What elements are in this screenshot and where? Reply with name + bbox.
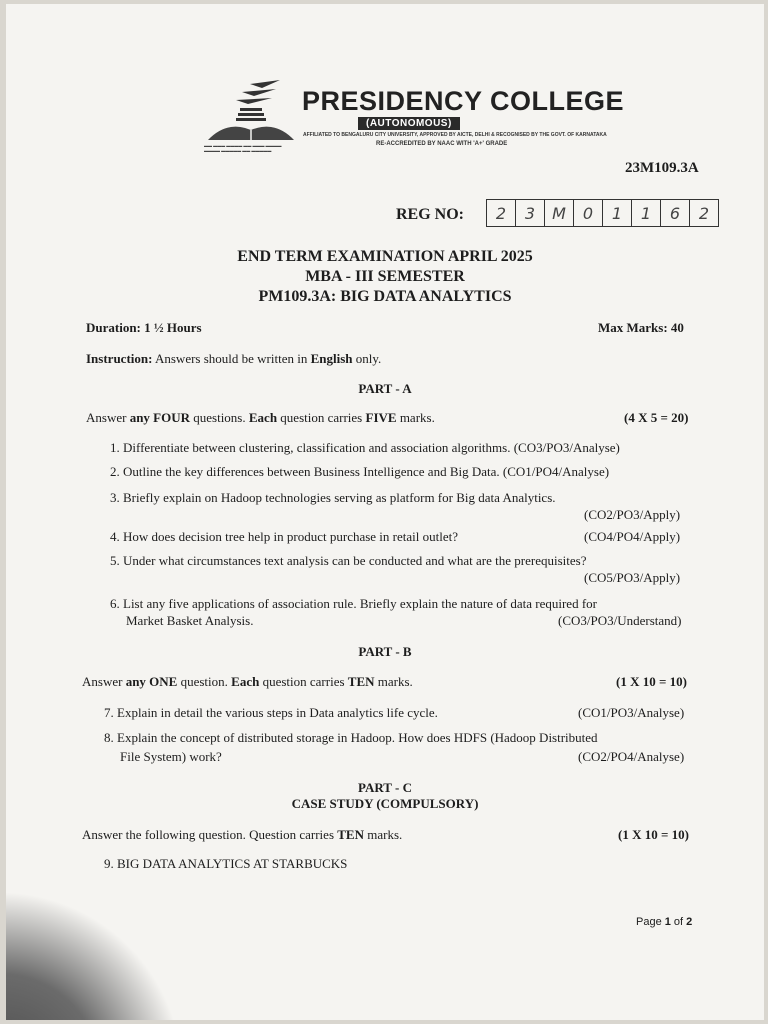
- duration: Duration: 1 ½ Hours: [86, 320, 202, 335]
- reg-no-char: 3: [516, 200, 545, 226]
- paper-code: 23M109.3A: [625, 160, 699, 176]
- part-c-subtitle: CASE STUDY (COMPULSORY): [291, 796, 479, 811]
- reg-no-char: 2: [487, 200, 516, 226]
- college-logo-icon: [202, 80, 300, 150]
- question-2: 2. Outline the key differences between Business Intelligence and Big Data. (CO1/PO4/Analyse): [110, 464, 610, 479]
- part-c-instruction: Answer the following question. Question carries TEN marks.: [82, 827, 403, 842]
- exam-semester: MBA - III SEMESTER: [305, 268, 465, 285]
- reg-no-boxes: [486, 199, 719, 227]
- college-name: PRESIDENCY COLLEGE: [302, 86, 625, 116]
- reg-no-char: 6: [661, 200, 690, 226]
- instruction-label: Instruction:: [86, 351, 153, 366]
- part-c-title: PART - C: [358, 780, 412, 795]
- part-c-marks: (1 X 10 = 10): [618, 827, 689, 842]
- reg-no-char: 0: [574, 200, 603, 226]
- max-marks: Max Marks: 40: [598, 320, 684, 335]
- question-9: 9. BIG DATA ANALYTICS AT STARBUCKS: [104, 856, 348, 871]
- reg-no-label: REG NO:: [396, 206, 464, 223]
- exam-course: PM109.3A: BIG DATA ANALYTICS: [258, 288, 512, 305]
- part-a-instruction: Answer any FOUR questions. Each question carries FIVE marks.: [86, 410, 435, 425]
- question-7: 7. Explain in detail the various steps in Data analytics life cycle.: [104, 705, 438, 720]
- reg-no-char: M: [545, 200, 574, 226]
- part-b-marks: (1 X 10 = 10): [616, 674, 687, 689]
- instruction: Instruction: Answers should be written in English only.: [86, 351, 382, 366]
- question-6-tag: (CO3/PO3/Understand): [558, 613, 682, 628]
- question-7-tag: (CO1/PO3/Analyse): [578, 705, 685, 720]
- question-5-tag: (CO5/PO3/Apply): [584, 570, 681, 585]
- autonomous-badge: (AUTONOMOUS): [358, 117, 460, 130]
- question-3: 3. Briefly explain on Hadoop technologies serving as platform for Big data Analytics.: [110, 490, 556, 505]
- page-number: Page 1 of 2: [636, 916, 693, 928]
- accreditation-text: RE-ACCREDITED BY NAAC WITH 'A+' GRADE: [376, 141, 508, 147]
- question-4: 4. How does decision tree help in product purchase in retail outlet?: [110, 529, 459, 544]
- question-4-tag: (CO4/PO4/Apply): [584, 529, 681, 544]
- reg-no-char: 2: [698, 203, 710, 223]
- reg-no-char: 1: [603, 200, 632, 226]
- part-b-instruction: Answer any ONE question. Each question carries TEN marks.: [82, 674, 413, 689]
- exam-paper-page: [6, 4, 764, 1020]
- part-a-marks: (4 X 5 = 20): [624, 410, 689, 425]
- question-8-tag: (CO2/PO4/Analyse): [578, 749, 685, 764]
- affiliation-text: AFFILIATED TO BENGALURU CITY UNIVERSITY, APPROVED BY AICTE, DELHI & RECOGNISED BY THE GOVT. OF KARNATAKA: [303, 132, 607, 138]
- logo-caption: ▬▬ ▬▬▬ ▬▬▬▬ ▬▬ ▬▬▬ ▬▬▬▬ ▬▬▬▬ ▬▬▬▬▬ ▬▬ ▬▬▬▬▬: [204, 143, 282, 153]
- question-6-line2: Market Basket Analysis.: [126, 613, 254, 628]
- reg-no-char: 1: [632, 200, 661, 226]
- question-1: 1. Differentiate between clustering, classification and association algorithms. (CO3/PO3/Analyse): [110, 440, 620, 455]
- question-8: 8. Explain the concept of distributed storage in Hadoop. How does HDFS (Hadoop Distributed: [104, 730, 598, 745]
- part-b-title: PART - B: [358, 644, 412, 659]
- question-3-tag: (CO2/PO3/Apply): [584, 507, 681, 522]
- question-5: 5. Under what circumstances text analysis can be conducted and what are the prerequisites?: [110, 553, 587, 568]
- question-8-line2: File System) work?: [120, 749, 222, 764]
- part-a-title: PART - A: [358, 381, 412, 396]
- page-shadow: [6, 872, 178, 1020]
- exam-title: END TERM EXAMINATION APRIL 2025: [237, 248, 533, 265]
- question-6: 6. List any five applications of association rule. Briefly explain the nature of data required for: [110, 596, 597, 611]
